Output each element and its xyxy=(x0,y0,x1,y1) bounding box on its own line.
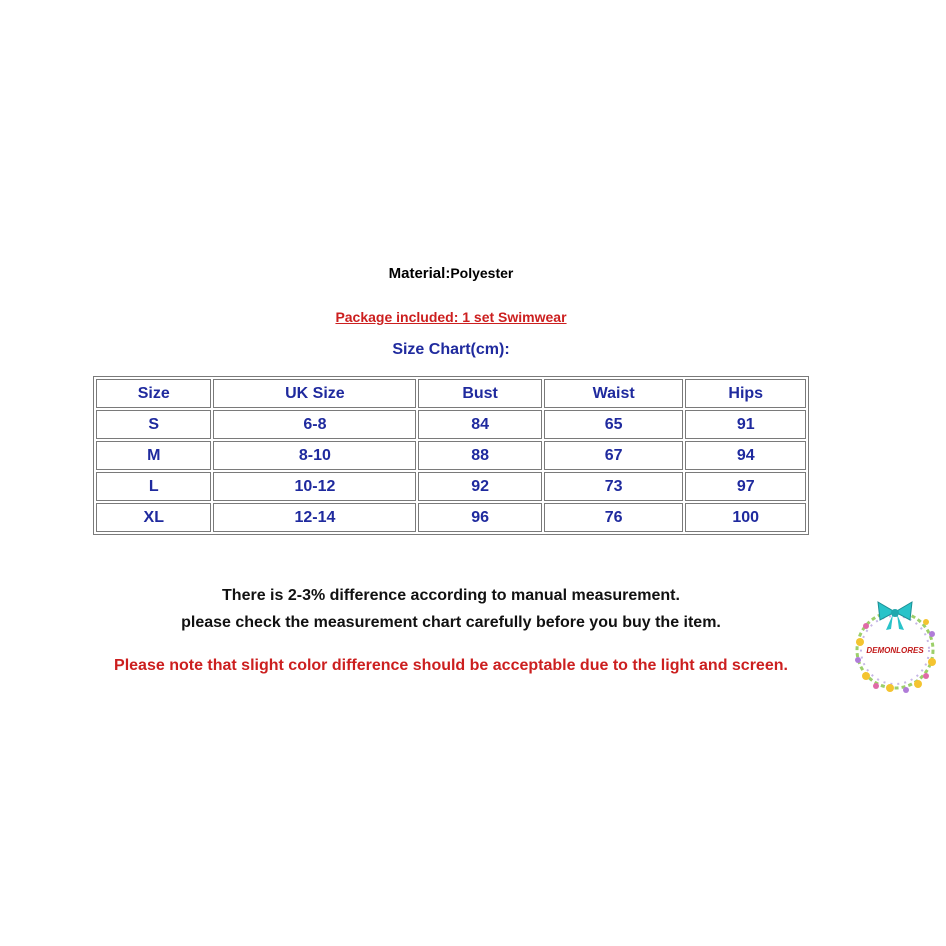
header-uk-size: UK Size xyxy=(213,379,416,408)
cell-hips: 94 xyxy=(685,441,806,470)
cell-hips: 91 xyxy=(685,410,806,439)
header-hips: Hips xyxy=(685,379,806,408)
table-row xyxy=(96,410,806,439)
table-row xyxy=(96,472,806,501)
cell-size: L xyxy=(96,472,211,501)
cell-size: S xyxy=(96,410,211,439)
measurement-note: There is 2-3% difference according to manual measurement. xyxy=(222,587,680,604)
cell-bust: 92 xyxy=(418,472,542,501)
cell-waist: 76 xyxy=(544,503,684,532)
cell-hips: 97 xyxy=(685,472,806,501)
color-difference-note: Please note that slight color difference should be acceptable due to the light and screen. xyxy=(114,657,788,674)
cell-bust: 88 xyxy=(418,441,542,470)
table-header-row xyxy=(96,379,806,408)
table-row xyxy=(96,441,806,470)
material-value: Polyester xyxy=(450,265,514,281)
logo-text: DEMONLORES xyxy=(866,646,924,655)
cell-hips: 100 xyxy=(685,503,806,532)
material-line xyxy=(0,265,902,282)
cell-size: XL xyxy=(96,503,211,532)
check-chart-note: please check the measurement chart carefully before you buy the item. xyxy=(181,614,721,631)
cell-uk-size: 12-14 xyxy=(213,503,416,532)
cell-uk-size: 10-12 xyxy=(213,472,416,501)
package-included: Package included: 1 set Swimwear xyxy=(335,309,567,325)
cell-waist: 67 xyxy=(544,441,684,470)
header-bust: Bust xyxy=(418,379,542,408)
cell-bust: 84 xyxy=(418,410,542,439)
cell-size: M xyxy=(96,441,211,470)
size-chart-table xyxy=(93,376,809,535)
cell-uk-size: 8-10 xyxy=(213,441,416,470)
cell-waist: 73 xyxy=(544,472,684,501)
material-label: Material: xyxy=(388,265,451,282)
bow-wreath-logo-icon xyxy=(846,598,944,696)
cell-waist: 65 xyxy=(544,410,684,439)
header-size: Size xyxy=(96,379,211,408)
size-chart-title: Size Chart(cm): xyxy=(392,341,510,358)
table-row xyxy=(96,503,806,532)
cell-uk-size: 6-8 xyxy=(213,410,416,439)
header-waist: Waist xyxy=(544,379,684,408)
cell-bust: 96 xyxy=(418,503,542,532)
